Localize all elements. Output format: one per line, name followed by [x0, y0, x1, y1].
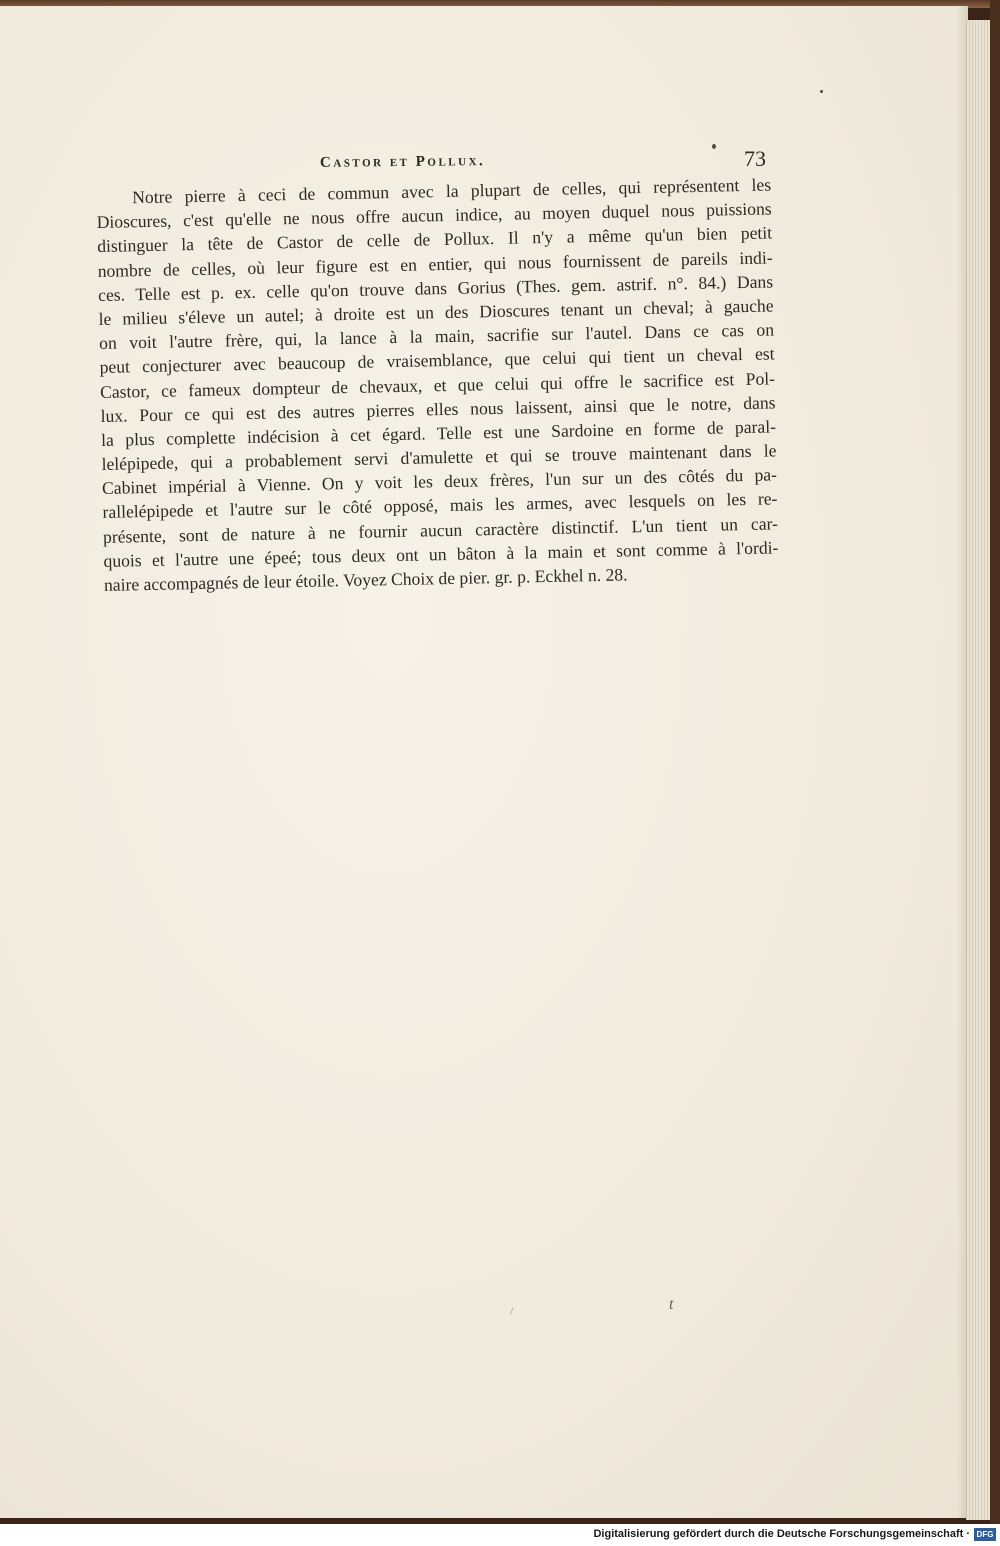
- text-line: Notre pierre à ceci de commun avec la plupart de celles, qui représentent les: [132, 174, 772, 208]
- text-line: quois et l'autre une épeé; tous deux ont un bâton à la main et sont comme à l'ordi-: [103, 537, 779, 571]
- running-title: Castor et Pollux.: [319, 153, 486, 171]
- text-line: Cabinet impérial à Vienne. On y voit les deux frères, l'un sur un des côtés du pa-: [101, 464, 778, 499]
- page-number: 73: [744, 146, 766, 171]
- book-binding: [990, 0, 1000, 1524]
- text-line: lelépipede, qui a probablement servi d'amulette et qui se trouve maintenant dans le: [101, 440, 777, 475]
- ink-speck: [712, 144, 716, 149]
- page-stack-edges: [966, 20, 991, 1520]
- footer-bar: [0, 1524, 1000, 1546]
- book-page: [0, 6, 968, 1518]
- stray-ink-mark: t: [669, 1296, 674, 1313]
- text-line: lux. Pour ce qui est des autres pierres elles nous laissent, ainsi que le notre, dans: [100, 392, 776, 426]
- text-line: la plus complette indécision à cet égard. Telle est une Sardoine en forme de paral-: [100, 416, 777, 450]
- text-line: distinguer la tête de Castor de celle de Pollux. Il n'y a même qu'un bien petit: [97, 222, 773, 257]
- text-line: on voit l'autre frère, qui, la lance à la main, sacrifie sur l'autel. Dans ce cas on: [98, 319, 775, 354]
- text-line: naire accompagnés de leur étoile. Voyez Choix de pier. gr. p. Eckhel n. 28.: [103, 564, 628, 595]
- body-paragraph: [96, 172, 779, 597]
- stray-ink-mark: /: [510, 1304, 514, 1318]
- text-line: présente, sont de nature à ne fournir aucun caractère distinctif. L'un tient un car-: [102, 513, 779, 547]
- text-line: Dioscures, c'est qu'elle ne nous offre aucun indice, au moyen duquel nous puissions: [96, 198, 772, 233]
- text-line: peut conjecturer avec beaucoup de vraisemblance, que celui qui tient un cheval est: [99, 343, 775, 378]
- funding-credit: Digitalisierung gefördert durch die Deutsche Forschungsgemeinschaft ·: [593, 1528, 970, 1540]
- ink-speck: [820, 90, 823, 93]
- text-line: le milieu s'éleve un autel; à droite est un des Dioscures tenant un cheval; à gauche: [98, 295, 774, 329]
- text-line: nombre de celles, où leur figure est en entier, qui nous fournissent de pareils indi-: [97, 247, 773, 281]
- text-line: ces. Telle est p. ex. celle qu'on trouve dans Gorius (Thes. gem. astrif. n°. 84.) Dans: [97, 271, 774, 305]
- text-line: Castor, ce fameux dompteur de chevaux, et que celui qui offre le sacrifice est Pol-: [99, 367, 776, 402]
- page-header: [0, 146, 968, 176]
- text-line: rallelépipede et l'autre sur le côté opposé, mais les armes, avec lesquels on les re-: [102, 488, 778, 523]
- dfg-logo: DFG: [974, 1528, 996, 1541]
